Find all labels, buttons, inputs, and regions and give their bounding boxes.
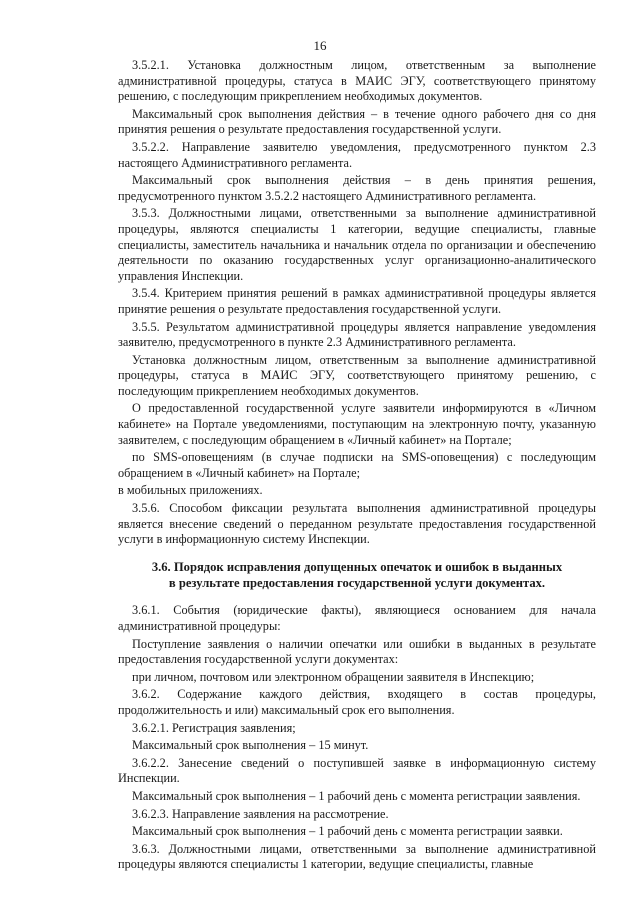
paragraph: Максимальный срок выполнения действия – в течение одного рабочего дня со дня принятия решения о результате предоставления государственной услуги.: [118, 106, 596, 137]
paragraph: Поступление заявления о наличии опечатки или ошибки в выданных в результате предоставления государственной услуги документах:: [118, 636, 596, 667]
section-heading: [118, 560, 596, 592]
paragraph: в мобильных приложениях.: [118, 483, 263, 498]
paragraph: 3.5.2.2. Направление заявителю уведомления, предусмотренного пунктом 2.3 настоящего Административного регламента.: [118, 139, 596, 170]
paragraph: 3.6.2.3. Направление заявления на рассмотрение.: [132, 806, 389, 821]
paragraph: 3.5.3. Должностными лицами, ответственными за выполнение административной процедуры, являются специалисты 1 категории, ведущие специалисты, главные специалисты, заместитель начальника и начальник отдела по организации и обеспечению деятельности по оказанию государственных услуг организационно-аналитического управления Инспекции.: [118, 206, 596, 283]
paragraph: 3.5.2.1. Установка должностным лицом, ответственным за выполнение административной процедуры, статуса в МАИС ЭГУ, соответствующего принятому решению, с последующим прикреплением необходимых документов.: [118, 58, 596, 104]
document-body: [118, 58, 596, 875]
paragraph: 3.6.2.1. Регистрация заявления;: [132, 720, 296, 735]
paragraph: 3.6.2.2. Занесение сведений о поступившей заявке в информационную систему Инспекции.: [118, 755, 596, 786]
paragraph: Максимальный срок выполнения – 15 минут.: [132, 738, 369, 753]
paragraph: Максимальный срок выполнения действия – в день принятия решения, предусмотренного пунктом 3.5.2.2 настоящего Административного регламента.: [118, 173, 596, 203]
paragraph: 3.5.4. Критерием принятия решений в рамках административной процедуры является принятие решения о результате предоставления государственной услуги.: [118, 286, 596, 316]
paragraph: Максимальный срок выполнения – 1 рабочий день с момента регистрации заявления.: [132, 788, 581, 803]
section-heading-line-2: в результате предоставления государственной услуги документах.: [168, 575, 546, 590]
paragraph: при личном, почтовом или электронном обращении заявителя в Инспекцию;: [132, 669, 535, 684]
paragraph: 3.5.6. Способом фиксации результата выполнения административной процедуры является внесение сведений о переданном результате предоставления государственной услуги в информационную систему Инспекции.: [118, 501, 596, 547]
paragraph: 3.6.1. События (юридические факты), являющиеся основанием для начала административной процедуры:: [118, 603, 596, 633]
paragraph: Установка должностным лицом, ответственным за выполнение административной процедуры, статуса в МАИС ЭГУ, соответствующего принятому решению, с последующим прикреплением необходимых документов.: [118, 352, 596, 398]
paragraph: О предоставленной государственной услуге заявители информируются в «Личном кабинете» на Портале уведомлениями, поступающим на электронную почту, указанную заявителем, с последующим обращением в «Личный кабинет» на Портале;: [118, 401, 596, 447]
section-heading-line-1: 3.6. Порядок исправления допущенных опечаток и ошибок в выданных: [151, 559, 563, 574]
page-number: 16: [313, 38, 327, 53]
paragraph: 3.6.3. Должностными лицами, ответственными за выполнение административной процедуры являются специалисты 1 категории, ведущие специалисты, главные: [118, 841, 596, 872]
paragraph: по SMS-оповещениям (в случае подписки на SMS-оповещения) с последующим обращением в «Личный кабинет» на Портале;: [118, 450, 596, 480]
paragraph: 3.6.2. Содержание каждого действия, входящего в состав процедуры, продолжительность и или) максимальный срок его выполнения.: [118, 687, 596, 717]
paragraph: 3.5.5. Результатом административной процедуры является направление уведомления заявителю, предусмотренного в пункте 2.3 Административного регламента.: [118, 319, 596, 350]
paragraph: Максимальный срок выполнения – 1 рабочий день с момента регистрации заявки.: [132, 824, 563, 839]
